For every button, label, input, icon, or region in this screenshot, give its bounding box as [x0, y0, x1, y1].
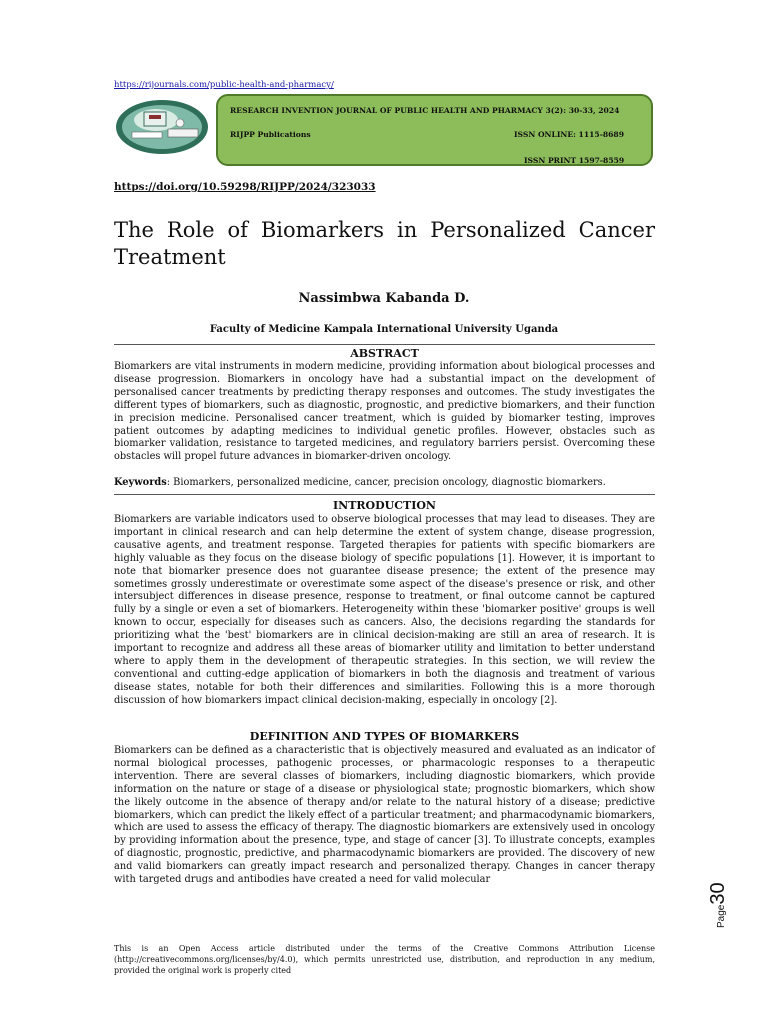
paper-title: The Role of Biomarkers in Personalized Cancer Treatment — [114, 218, 655, 269]
keywords-line — [114, 477, 655, 490]
issn-print: ISSN PRINT 1597-8559 — [524, 156, 625, 165]
definition-heading: DEFINITION AND TYPES OF BIOMARKERS — [249, 730, 520, 743]
journal-name: RESEARCH INVENTION JOURNAL OF PUBLIC HEALTH AND PHARMACY 3(2): 30-33, 2024 — [230, 106, 620, 115]
page-number — [707, 868, 737, 928]
journal-url-link[interactable]: https://rijournals.com/public-health-and-pharmacy/ — [114, 80, 334, 90]
doi-link[interactable]: https://doi.org/10.59298/RIJPP/2024/323033 — [114, 181, 376, 193]
journal-logo — [114, 96, 220, 156]
divider — [114, 344, 655, 345]
author-affiliation: Faculty of Medicine Kampala International University Uganda — [209, 324, 559, 335]
keywords-list: : Biomarkers, personalized medicine, cancer, precision oncology, diagnostic biomarkers. — [166, 477, 606, 488]
abstract-heading: ABSTRACT — [350, 347, 419, 360]
page-number-value: 30 — [707, 882, 729, 905]
abstract-text: Biomarkers are vital instruments in modern medicine, providing information about biological processes and disease progression. Biomarkers in oncology have had a substantial impact on the development of personalised cancer treatments by predicting therapy responses and outcomes. The study investigates the different types of biomarkers, such as diagnostic, prognostic, and predictive biomarkers, and their function in precision medicine. Personalised cancer treatment, which is guided by biomarker testing, improves patient outcomes by adapting medicines to individual genetic profiles. However, obstacles such as biomarker validation, resistance to targeted medicines, and regulatory barriers persist. Overcoming these obstacles will propel future advances in biomarker-driven oncology. — [114, 361, 655, 463]
publisher-name: RIJPP Publications — [230, 130, 311, 139]
divider — [114, 494, 655, 495]
definition-text: Biomarkers can be defined as a characteristic that is objectively measured and evaluated as an indicator of normal biological processes, pathogenic processes, or pharmacologic responses to a therapeutic intervention. There are several classes of biomarkers, including diagnostic biomarkers, which provide information on the nature or stage of a disease or physiological state; prognostic biomarkers, which show the likely outcome in the absence of therapy and/or relate to the natural history of a disease; predictive biomarkers, which can predict the likely effect of a particular treatment; and pharmacodynamic biomarkers, which are used to assess the efficacy of therapy. The diagnostic biomarkers are extensively used in oncology by providing information about the presence, type, and stage of cancer [3]. To illustrate concepts, examples of diagnostic, prognostic, predictive, and pharmacodynamic biomarkers are provided. The discovery of new and valid biomarkers can greatly impact research and personalized therapy. Changes in cancer therapy with targeted drugs and antibodies have created a need for valid molecular — [114, 745, 655, 886]
page-label: Page — [716, 904, 727, 928]
journal-banner — [216, 94, 653, 166]
keywords-label: Keywords — [114, 477, 167, 488]
issn-online: ISSN ONLINE: 1115-8689 — [514, 130, 624, 139]
introduction-heading: INTRODUCTION — [333, 499, 436, 512]
author-name: Nassimbwa Kabanda D. — [298, 291, 470, 306]
license-footer: This is an Open Access article distributed under the terms of the Creative Commons Attribution License (http://creativecommons.org/licenses/by/4.0), which permits unrestricted use, distribution, and reproduction in any medium, provided the original work is properly cited — [114, 944, 655, 975]
introduction-text: Biomarkers are variable indicators used to observe biological processes that may lead to diseases. They are important in clinical research and can help determine the extent of system change, disease progression, causative agents, and treatment response. Targeted therapies for patients with specific biomarkers are highly valuable as they focus on the disease biology of specific populations [1]. However, it is important to note that biomarker presence does not guarantee disease presence; the extent of the presence may sometimes grossly underestimate or overestimate some aspect of the disease's presence or risk, and other intersubject differences in disease presence, response to treatment, or final outcome cannot be captured fully by a single or even a set of biomarkers. Heterogeneity within these 'biomarker positive' groups is well known to occur, especially for diseases such as cancers. Also, the decisions regarding the standards for prioritizing what the 'best' biomarkers are in clinical decision-making are still an area of research. It is important to recognize and address all these areas of biomarker utility and limitation to better understand where to apply them in the development of therapeutic strategies. In this section, we will review the conventional and cutting-edge application of biomarkers in both the diagnosis and treatment of various disease states, notable for both their differences and similarities. Following this is a more thorough discussion of how biomarkers impact clinical decision-making, especially in oncology [2]. — [114, 514, 655, 706]
